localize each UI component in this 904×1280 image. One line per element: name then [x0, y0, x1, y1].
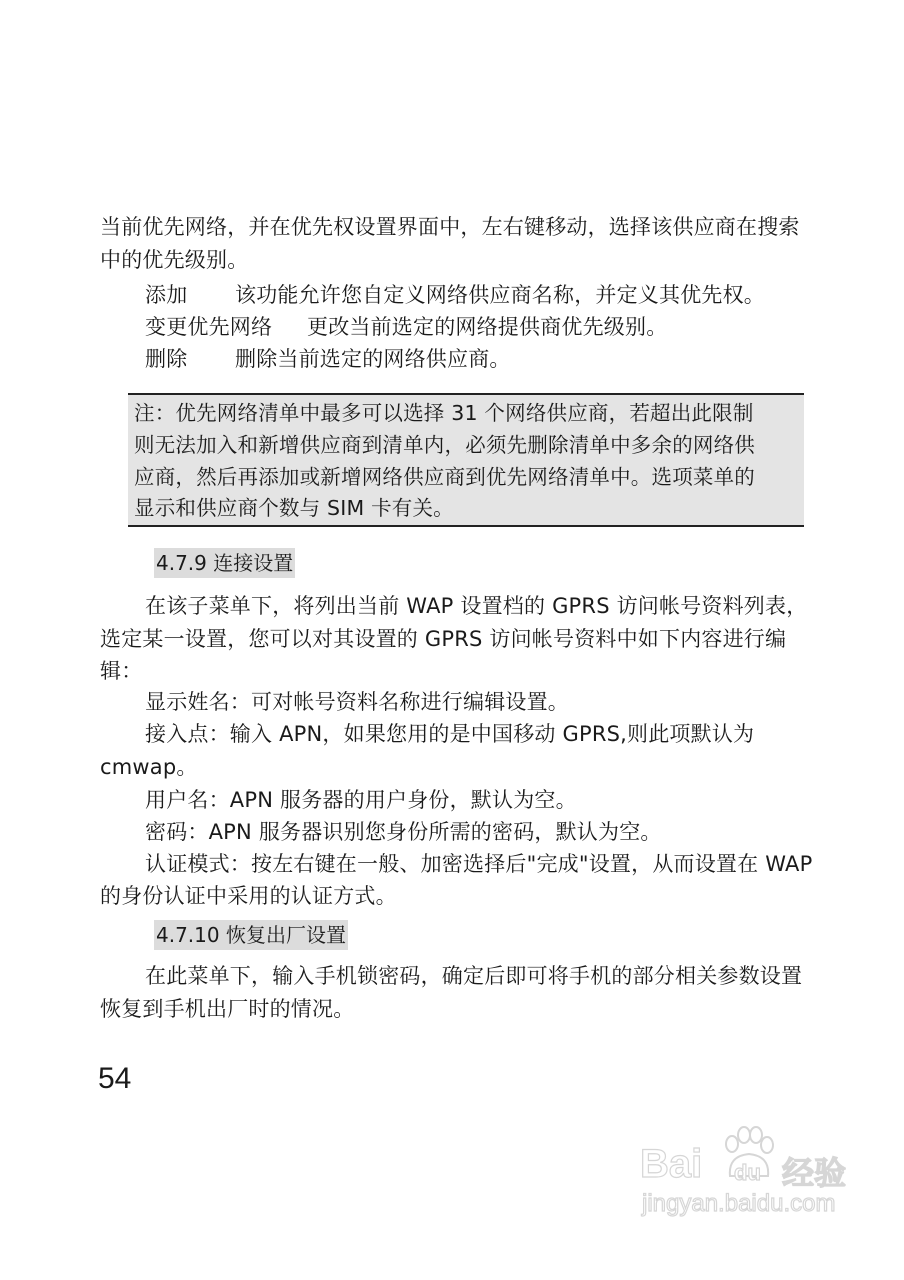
- body-text-line: 的身份认证中采用的认证方式。: [100, 884, 397, 908]
- body-text-line: 接入点：输入 APN，如果您用的是中国移动 GPRS,则此项默认为: [145, 722, 755, 746]
- body-text-line: 恢复到手机出厂时的情况。: [100, 997, 355, 1021]
- page-number: 54: [98, 1062, 132, 1095]
- section-heading-4-7-10: 4.7.10 恢复出厂设置: [154, 920, 348, 950]
- note-box: [128, 393, 804, 527]
- note-line: 则无法加入和新增供应商到清单内，必须先删除清单中多余的网络供: [134, 433, 755, 457]
- watermark-logo-jingyan: 经验: [782, 1154, 847, 1192]
- note-line: 注：优先网络清单中最多可以选择 31 个网络供应商，若超出此限制: [134, 401, 754, 425]
- option-term: 变更优先网络: [145, 315, 273, 339]
- body-text-line: 显示姓名：可对帐号资料名称进行编辑设置。: [145, 690, 569, 714]
- option-delete: [145, 345, 511, 373]
- body-text-line: 认证模式：按左右键在一般、加密选择后"完成"设置，从而设置在 WAP: [145, 852, 813, 876]
- body-text-line: cmwap。: [100, 755, 198, 779]
- baidu-jingyan-watermark: [640, 1140, 880, 1240]
- watermark-logo-du: du: [734, 1160, 761, 1185]
- body-text-line: 密码：APN 服务器识别您身份所需的密码，默认为空。: [145, 820, 662, 844]
- body-text-line: 用户名：APN 服务器的用户身份，默认为空。: [145, 788, 577, 812]
- body-text-line: 当前优先网络，并在优先权设置界面中，左右键移动，选择该供应商在搜索: [100, 215, 800, 239]
- body-text-line: 选定某一设置，您可以对其设置的 GPRS 访问帐号资料中如下内容进行编: [100, 627, 787, 651]
- watermark-logo-bai: Bai: [640, 1142, 703, 1186]
- option-desc: 删除当前选定的网络供应商。: [235, 347, 511, 371]
- option-desc: 该功能允许您自定义网络供应商名称，并定义其优先权。: [235, 283, 765, 307]
- body-text-line: 辑：: [100, 659, 143, 683]
- option-add: [145, 281, 765, 309]
- body-text-line: 中的优先级别。: [100, 248, 249, 272]
- option-term: 删除: [145, 347, 188, 371]
- option-desc: 更改当前选定的网络提供商优先级别。: [307, 315, 668, 339]
- watermark-url: jingyan.baidu.com: [642, 1190, 836, 1217]
- note-line: 应商，然后再添加或新增网络供应商到优先网络清单中。选项菜单的: [134, 465, 755, 489]
- body-text-line: 在此菜单下，输入手机锁密码，确定后即可将手机的部分相关参数设置: [145, 964, 803, 988]
- option-term: 添加: [145, 283, 188, 307]
- option-change-priority: [145, 313, 667, 341]
- body-text-line: 在该子菜单下，将列出当前 WAP 设置档的 GPRS 访问帐号资料列表，: [145, 594, 808, 618]
- section-heading-4-7-9: 4.7.9 连接设置: [154, 548, 295, 578]
- note-line: 显示和供应商个数与 SIM 卡有关。: [134, 496, 454, 520]
